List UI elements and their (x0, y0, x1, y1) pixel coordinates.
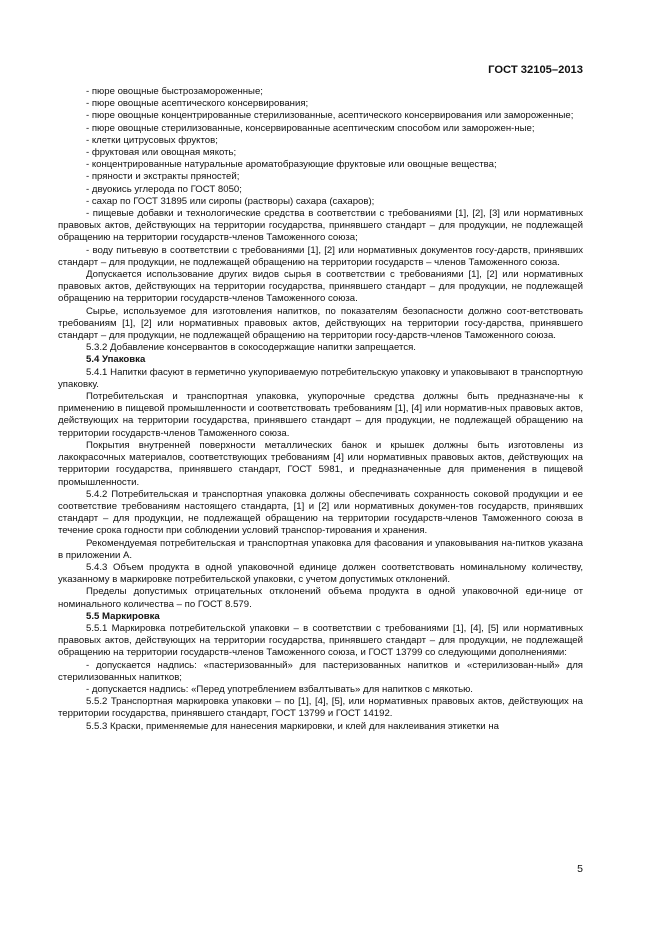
paragraph: - пюре овощные быстрозамороженные; (86, 86, 263, 97)
paragraph: - фруктовая или овощная мякоть; (86, 147, 237, 159)
page-body (58, 86, 583, 733)
paragraph: - клетки цитрусовых фруктов; (86, 134, 218, 146)
paragraph: - допускается надпись: «Перед употреблением взбалтывать» для напитков с мякотью. (86, 683, 473, 695)
paragraph: Пределы допустимых отрицательных отклонений объема продукта в одной упаковочной еди-нице от номинального количества – по ГОСТ 8.579. (58, 586, 583, 610)
paragraph: 5.5.2 Транспортная маркировка упаковки – по [1], [4], [5], или нормативных правовых актов, действующих на территории государства, принявшего стандарт, ГОСТ 13799 и ГОСТ 14192. (58, 696, 583, 720)
paragraph: - пищевые добавки и технологические средства в соответствии с требованиями [1], [2], [3] или нормативных правовых актов, действующих на территории государства, принявшего стандарт – для продукции, не подлежащей обращению на территории государств-членов Таможенного союза; (58, 208, 583, 244)
paragraph: 5.3.2 Добавление консервантов в сокосодержащие напитки запрещается. (86, 342, 416, 354)
paragraph: - допускается надпись: «пастеризованный» для пастеризованных напитков и «стерилизован-ный» для стерилизованных напитков; (58, 659, 583, 683)
paragraph: - концентрированные натуральные ароматобразующие фруктовые или овощные вещества; (86, 159, 497, 171)
section-heading: 5.5 Маркировка (86, 610, 160, 622)
paragraph: 5.4.2 Потребительская и транспортная упаковка должны обеспечивать сохранность соковой продукции и ее соответствие требованиям настоящего стандарта, [1] и [2] или нормативных докумен-тов государств, принявших стандарт – для продукции, не подлежащей обращению на территории государств-членов Таможенного союза в течение срока годности при соблюдении условий транспор-тирования и хранения. (58, 488, 583, 537)
paragraph: Рекомендуемая потребительская и транспортная упаковка для фасования и упаковывания на-питков указана в приложении А. (58, 537, 583, 561)
paragraph: Покрытия внутренней поверхности металлических банок и крышек должны быть изготовлены из лакокрасочных материалов, соответствующих требованиям [4] или нормативных правовых актов, действующих на территории государства, принявшего стандарт, ГОСТ 5981, и предназначенные для применения в пищевой промышленности. (58, 439, 583, 488)
page-number: 5 (577, 863, 583, 875)
paragraph: - пюре овощные стерилизованные, консервированные асептическим способом или заморожен-ные; (86, 122, 535, 134)
paragraph: - пюре овощные асептического консервирования; (86, 98, 309, 110)
paragraph: - пряности и экстракты пряностей; (86, 171, 240, 183)
paragraph: - воду питьевую в соответствии с требованиями [1], [2] или нормативных документов госу-дарств, принявших стандарт – для продукции, не подлежащей обращению на территории государств – членов Таможенного союза. (58, 244, 583, 268)
paragraph: - пюре овощные концентрированные стерилизованные, асептического консервирования или замороженные; (86, 110, 574, 122)
section-heading: 5.4 Упаковка (86, 354, 146, 366)
paragraph: 5.5.1 Маркировка потребительской упаковки – в соответствии с требованиями [1], [4], [5] или нормативных правовых актов, действующих на территории государства, принявшего стандарт – для продукции, не подлежащей обращению на территории государств-членов Таможенного союза, и ГОСТ 13799 со следующими дополнениями: (58, 622, 583, 659)
document-id: ГОСТ 32105–2013 (488, 64, 583, 76)
paragraph: - двуокись углерода по ГОСТ 8050; (86, 183, 242, 195)
paragraph: Допускается использование других видов сырья в соответствии с требованиями [1], [2] или нормативных правовых актов, действующих на территории государства, принявшего стандарт – для продукции, не подлежащей обращению на территории государств-членов Таможенного союза. (58, 269, 583, 305)
paragraph: 5.4.1 Напитки фасуют в герметично укупориваемую потребительскую упаковку и упаковывают в транспортную упаковку. (58, 366, 583, 390)
paragraph: - сахар по ГОСТ 31895 или сиропы (растворы) сахара (сахаров); (86, 195, 375, 207)
paragraph: Потребительская и транспортная упаковка, укупорочные средства должны быть предназначе-ны к применению в пищевой промышленности и соответствовать требованиям [1], [4] или норматив-ных правовых актов, действующих на территории государства, принявшего стандарт – для продукции, не подлежащей обращению на территории государств-членов Таможенного союза. (58, 391, 583, 439)
paragraph: 5.4.3 Объем продукта в одной упаковочной единице должен соответствовать номинальному количеству, указанному в маркировке потребительской упаковки, с учетом допустимых отклонений. (58, 561, 583, 586)
paragraph: Сырье, используемое для изготовления напитков, по показателям безопасности должно соот-ветствовать требованиям [1], [2] или нормативных правовых актов, действующих на территории госу-дарства, принявшего стандарт – для продукции, не подлежащей обращению на территории госу-дарств-членов Таможенного союза. (58, 305, 583, 342)
paragraph: 5.5.3 Краски, применяемые для нанесения маркировки, и клей для наклеивания этикетки на (86, 720, 499, 732)
